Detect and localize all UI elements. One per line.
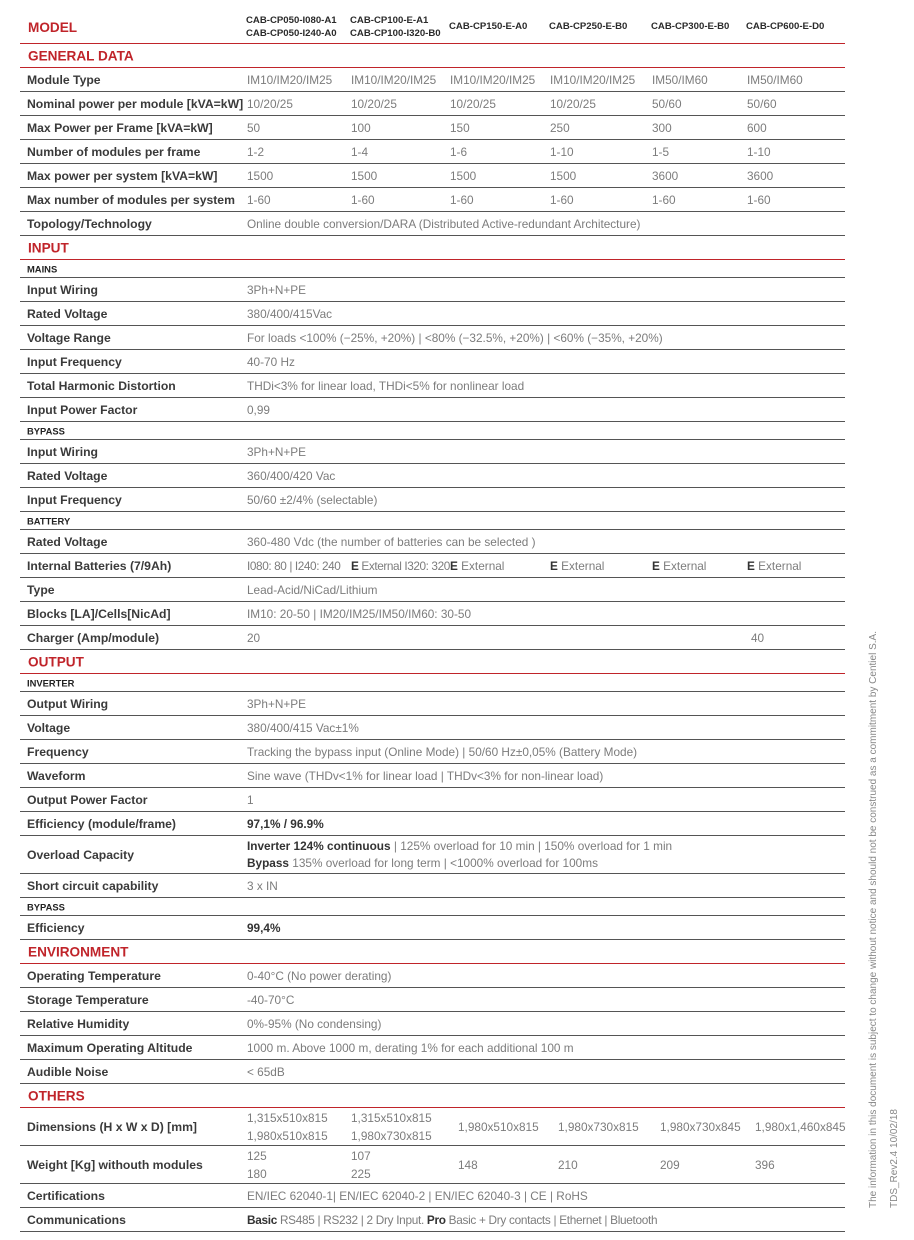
altitude-row-label: Maximum Operating Altitude [27,1040,193,1055]
module-type-row-value: IM10/IM20/IM25 [351,72,437,87]
mains-subsection-title: MAINS [27,263,58,274]
model-column-header [246,14,337,40]
model-title: MODEL [28,20,78,35]
overload-row [20,836,845,874]
internal-batteries-value [351,559,450,573]
modules-per-frame-row-value: 1-10 [550,144,574,159]
comm-basic-bold: Basic [247,1212,277,1227]
inverter-efficiency-row-label: Efficiency (module/frame) [27,816,176,831]
bypass-wiring-row-value: 3Ph+N+PE [247,444,307,459]
max-power-frame-row [20,116,845,140]
internal-batteries-text: External I320: 320 [361,558,450,573]
nominal-power-row-value: 10/20/25 [351,96,397,111]
charger-row [20,626,845,650]
input-bypass-subsection-title: BYPASS [27,425,65,436]
max-power-frame-row-value: 250 [550,120,570,135]
dimensions-row-label: Dimensions (H x W x D) [mm] [27,1119,197,1134]
voltage-range-row [20,326,845,350]
external-text: External [758,558,802,573]
output-power-factor-row [20,788,845,812]
mains-rated-voltage-row-value: 380/400/415Vac [247,306,333,321]
output-frequency-row-value: Tracking the bypass input (Online Mode) | 50/60 Hz±0,05% (Battery Mode) [247,744,638,759]
overload-inverter-text: | 125% overload for 10 min | 150% overload for 1 min [390,839,673,853]
external-marker: E [550,558,558,573]
inverter-efficiency-row [20,812,845,836]
overload-bypass-text: 135% overload for long term | <1000% overload for 100ms [288,856,598,870]
weight-row-value: 125 [247,1149,267,1163]
internal-batteries-value [747,559,801,573]
max-modules-system-row-value: 1-60 [550,192,574,207]
max-modules-system-row-value: 1-60 [351,192,375,207]
environment-section [20,940,845,964]
mains-wiring-row-label: Input Wiring [27,282,98,297]
model-column-header [746,20,824,33]
nominal-power-row-value: 10/20/25 [450,96,496,111]
weight-row-value: 396 [755,1157,775,1172]
max-power-system-row [20,164,845,188]
communications-value [247,1213,657,1227]
output-bypass-subsection-title: BYPASS [27,901,65,912]
dimensions-row [20,1108,845,1146]
model-code: CAB-CP300-E-B0 [651,21,730,32]
topology-row [20,212,845,236]
dimensions-row-value: 1,980x510x815 [458,1119,539,1134]
modules-per-frame-row-value: 1-4 [351,144,369,159]
nominal-power-row-value: 50/60 [652,96,682,111]
battery-type-row-label: Type [27,582,55,597]
waveform-row [20,764,845,788]
comm-pro-bold: Pro [426,1212,446,1227]
charger-value-last: 40 [751,630,765,645]
overload-line-1 [247,839,672,853]
bypass-frequency-row-value: 50/60 ±2/4% (selectable) [247,492,378,507]
spec-sheet [20,8,845,1232]
thd-row [20,374,845,398]
mains-rated-voltage-row-label: Rated Voltage [27,306,108,321]
output-frequency-row [20,740,845,764]
weight-row-value: 180 [247,1167,267,1181]
max-power-frame-row-value: 150 [450,120,470,135]
module-type-row-value: IM50/IM60 [652,72,708,87]
dimensions-row-value: 1,315x510x815 [247,1111,328,1125]
output-wiring-row-value: 3Ph+N+PE [247,696,307,711]
model-code: CAB-CP100-I320-B0 [350,28,441,39]
communications-row [20,1208,845,1232]
external-text: External [461,558,505,573]
bypass-efficiency-row [20,916,845,940]
input-section [20,236,845,260]
input-power-factor-row-label: Input Power Factor [27,402,138,417]
general-data-section [20,44,845,68]
max-power-frame-row-value: 600 [747,120,767,135]
disclaimer-note: The information in this document is subject to change without notice and should not be construed as a commitment by Centiel S.A. [868,631,879,1208]
module-type-row-value: IM10/IM20/IM25 [550,72,636,87]
model-code: CAB-CP050-I240-A0 [246,28,337,39]
charger-row-label: Charger (Amp/module) [27,630,160,645]
bypass-efficiency-row-label: Efficiency [27,920,85,935]
max-modules-system-row-value: 1-60 [247,192,271,207]
weight-row [20,1146,845,1184]
weight-row-label: Weight [Kg] withouth modules [27,1157,203,1172]
battery-subsection [20,512,845,530]
input-bypass-subsection [20,422,845,440]
battery-subsection-title: BATTERY [27,515,71,526]
model-header [20,8,845,44]
output-power-factor-row-value: 1 [247,792,254,807]
inverter-subsection-title: INVERTER [27,677,75,688]
modules-per-frame-row-value: 1-2 [247,144,265,159]
battery-rated-voltage-row [20,530,845,554]
mains-frequency-row-label: Input Frequency [27,354,122,369]
internal-batteries-value [550,559,604,573]
dimensions-row-value: 1,315x510x815 [351,1111,432,1125]
nominal-power-row [20,92,845,116]
modules-per-frame-row-label: Number of modules per frame [27,144,201,159]
general-data-section-title: GENERAL DATA [28,48,134,63]
model-code: CAB-CP100-E-A1 [350,15,429,26]
max-power-system-row-value: 3600 [652,168,679,183]
storage-temp-row-value: -40-70°C [247,992,295,1007]
nominal-power-row-label: Nominal power per module [kVA=kW] [27,96,244,111]
bypass-rated-voltage-row-value: 360/400/420 Vac [247,468,336,483]
topology-row-label: Topology/Technology [27,216,152,231]
max-power-frame-row-value: 300 [652,120,672,135]
mains-subsection [20,260,845,278]
model-column-header [350,14,441,40]
operating-temp-row-value: 0-40°C (No power derating) [247,968,392,983]
communications-label: Communications [27,1212,126,1227]
weight-row-value: 210 [558,1157,578,1172]
battery-type-row [20,578,845,602]
short-circuit-row-label: Short circuit capability [27,878,159,893]
output-section [20,650,845,674]
mains-rated-voltage-row [20,302,845,326]
internal-batteries-row [20,554,845,578]
certifications-row [20,1184,845,1208]
output-wiring-row [20,692,845,716]
battery-rated-voltage-row-value: 360-480 Vdc (the number of batteries can be selected ) [247,534,536,549]
max-power-system-row-value: 1500 [351,168,378,183]
nominal-power-row-value: 10/20/25 [247,96,293,111]
revision-note: TDS_Rev2.4 10/02/18 [889,1109,900,1208]
storage-temp-row-label: Storage Temperature [27,992,149,1007]
overload-line-2 [247,856,598,870]
max-modules-system-row [20,188,845,212]
output-section-title: OUTPUT [28,654,84,669]
bypass-frequency-row [20,488,845,512]
model-code: CAB-CP250-E-B0 [549,21,628,32]
altitude-row [20,1036,845,1060]
max-power-frame-row-value: 100 [351,120,371,135]
nominal-power-row-value: 50/60 [747,96,777,111]
inverter-subsection [20,674,845,692]
weight-row-value: 209 [660,1157,680,1172]
modules-per-frame-row-value: 1-5 [652,144,670,159]
output-voltage-row-value: 380/400/415 Vac±1% [247,720,359,735]
input-power-factor-row-value: 0,99 [247,402,270,417]
bypass-wiring-row-label: Input Wiring [27,444,98,459]
model-code: CAB-CP150-E-A0 [449,21,528,32]
max-modules-system-row-label: Max number of modules per system [27,192,235,207]
output-wiring-row-label: Output Wiring [27,696,109,711]
max-power-system-row-value: 1500 [247,168,274,183]
battery-blocks-row-label: Blocks [LA]/Cells[NicAd] [27,606,171,621]
max-power-system-row-value: 3600 [747,168,774,183]
dimensions-row-value: 1,980x730x815 [558,1119,639,1134]
weight-row-value: 225 [351,1167,371,1181]
module-type-row-value: IM10/IM20/IM25 [450,72,536,87]
dimensions-row-value: 1,980x730x845 [660,1119,741,1134]
model-column-header [449,20,527,33]
others-section [20,1084,845,1108]
max-modules-system-row-value: 1-60 [747,192,771,207]
module-type-row-value: IM50/IM60 [747,72,803,87]
bypass-frequency-row-label: Input Frequency [27,492,122,507]
internal-batteries-value [652,559,706,573]
nominal-power-row-value: 10/20/25 [550,96,596,111]
inverter-efficiency-row-value: 97,1% / 96.9% [247,816,324,831]
modules-per-frame-row-value: 1-6 [450,144,468,159]
max-power-frame-row-label: Max Power per Frame [kVA=kW] [27,120,213,135]
noise-row-value: < 65dB [247,1064,285,1079]
modules-per-frame-row-value: 1-10 [747,144,771,159]
mains-frequency-row-value: 40-70 Hz [247,354,295,369]
model-code: CAB-CP050-I080-A1 [246,15,337,26]
internal-batteries-value: I080: 80 | I240: 240 [247,558,341,573]
short-circuit-row [20,874,845,898]
environment-section-title: ENVIRONMENT [28,944,129,959]
dimensions-row-value: 1,980x1,460x845 [755,1119,846,1134]
humidity-row [20,1012,845,1036]
output-frequency-row-label: Frequency [27,744,89,759]
max-power-system-row-value: 1500 [550,168,577,183]
bypass-rated-voltage-row [20,464,845,488]
storage-temp-row [20,988,845,1012]
operating-temp-row [20,964,845,988]
module-type-row [20,68,845,92]
overload-inverter-bold: Inverter 124% continuous [247,839,391,853]
dimensions-row-value: 1,980x730x815 [351,1129,432,1143]
humidity-row-label: Relative Humidity [27,1016,130,1031]
bypass-efficiency-row-value: 99,4% [247,920,281,935]
modules-per-frame-row [20,140,845,164]
thd-row-value: THDi<3% for linear load, THDi<5% for nonlinear load [247,378,525,393]
input-power-factor-row [20,398,845,422]
internal-batteries-value [450,559,504,573]
output-voltage-row [20,716,845,740]
weight-row-value: 148 [458,1157,478,1172]
model-column-header [651,20,729,33]
altitude-row-value: 1000 m. Above 1000 m, derating 1% for each additional 100 m [247,1040,574,1055]
dimensions-row-value: 1,980x510x815 [247,1129,328,1143]
mains-frequency-row [20,350,845,374]
max-power-system-row-value: 1500 [450,168,477,183]
overload-label: Overload Capacity [27,847,135,862]
external-marker: E [747,558,755,573]
certifications-row-label: Certifications [27,1188,105,1203]
external-marker: E [450,558,458,573]
internal-batteries-label: Internal Batteries (7/9Ah) [27,558,172,573]
certifications-row-value: EN/IEC 62040-1| EN/IEC 62040-2 | EN/IEC 62040-3 | CE | RoHS [247,1188,588,1203]
waveform-row-label: Waveform [27,768,86,783]
comm-basic-text: RS485 | RS232 | 2 Dry Input. [276,1212,427,1227]
output-voltage-row-label: Voltage [27,720,71,735]
bypass-wiring-row [20,440,845,464]
model-code: CAB-CP600-E-D0 [746,21,825,32]
battery-blocks-row-value: IM10: 20-50 | IM20/IM25/IM50/IM60: 30-50 [247,606,472,621]
voltage-range-row-value: For loads <100% (−25%, +20%) | <80% (−32.5%, +20%) | <60% (−35%, +20%) [247,330,663,345]
humidity-row-value: 0%-95% (No condensing) [247,1016,382,1031]
topology-row-value: Online double conversion/DARA (Distributed Active-redundant Architecture) [247,216,641,231]
noise-row [20,1060,845,1084]
external-text: External [561,558,605,573]
voltage-range-row-label: Voltage Range [27,330,111,345]
max-power-frame-row-value: 50 [247,120,261,135]
model-column-header [549,20,627,33]
module-type-row-value: IM10/IM20/IM25 [247,72,333,87]
output-power-factor-row-label: Output Power Factor [27,792,148,807]
charger-row-value: 20 [247,630,261,645]
max-modules-system-row-value: 1-60 [450,192,474,207]
overload-bypass-bold: Bypass [247,856,289,870]
external-marker: E [351,558,359,573]
external-marker: E [652,558,660,573]
battery-blocks-row [20,602,845,626]
others-section-title: OTHERS [28,1088,85,1103]
comm-pro-text: Basic + Dry contacts | Ethernet | Bluetooth [445,1212,658,1227]
input-section-title: INPUT [28,240,69,255]
module-type-row-label: Module Type [27,72,101,87]
waveform-row-value: Sine wave (THDv<1% for linear load | THDv<3% for non-linear load) [247,768,604,783]
max-power-system-row-label: Max power per system [kVA=kW] [27,168,218,183]
battery-type-row-value: Lead-Acid/NiCad/Lithium [247,582,378,597]
mains-wiring-row [20,278,845,302]
mains-wiring-row-value: 3Ph+N+PE [247,282,307,297]
external-text: External [663,558,707,573]
weight-row-value: 107 [351,1149,371,1163]
thd-row-label: Total Harmonic Distortion [27,378,176,393]
bypass-rated-voltage-row-label: Rated Voltage [27,468,108,483]
noise-row-label: Audible Noise [27,1064,109,1079]
battery-rated-voltage-row-label: Rated Voltage [27,534,108,549]
output-bypass-subsection [20,898,845,916]
short-circuit-row-value: 3 x IN [247,878,278,893]
operating-temp-row-label: Operating Temperature [27,968,161,983]
max-modules-system-row-value: 1-60 [652,192,676,207]
